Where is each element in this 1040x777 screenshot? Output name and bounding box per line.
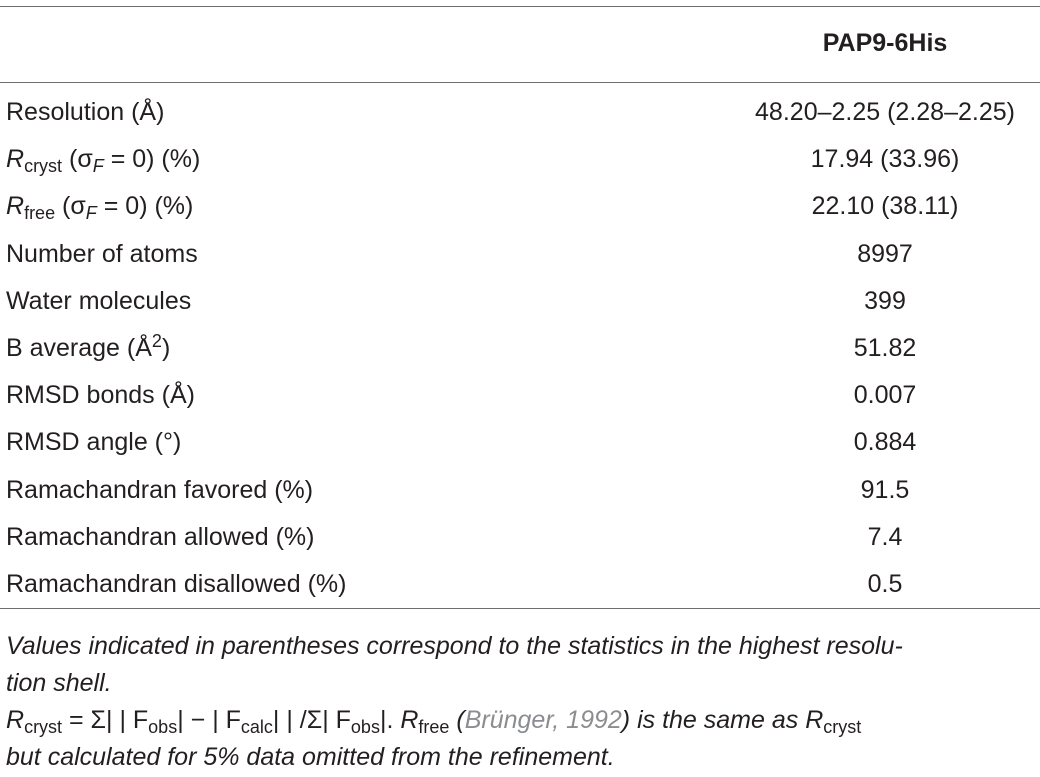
r-subscript: cryst bbox=[823, 717, 862, 738]
row-value: 17.94 (33.96) bbox=[810, 145, 960, 174]
formula-part: | | /Σ| F bbox=[272, 706, 351, 734]
row-value: 7.4 bbox=[867, 522, 903, 551]
r-subscript: cryst bbox=[24, 717, 63, 738]
formula-subscript: obs bbox=[148, 717, 178, 738]
table-row bbox=[0, 186, 1040, 233]
label-superscript: 2 bbox=[151, 330, 162, 351]
r-symbol: R bbox=[6, 145, 25, 174]
row-value: 8997 bbox=[857, 239, 913, 268]
row-label: Water molecules bbox=[6, 286, 192, 315]
table-row bbox=[0, 139, 1040, 186]
sigma-subscript: F bbox=[92, 156, 104, 177]
label-mid: (σ bbox=[62, 145, 93, 174]
table-row bbox=[0, 564, 1040, 611]
row-label bbox=[6, 186, 193, 226]
row-label bbox=[6, 139, 200, 179]
row-value: 91.5 bbox=[860, 475, 910, 504]
table-row bbox=[0, 281, 1040, 328]
label-post: ) bbox=[161, 333, 171, 362]
label-pre: B average (Å bbox=[6, 333, 152, 362]
table-row bbox=[0, 375, 1040, 422]
row-label: Resolution (Å) bbox=[6, 98, 165, 126]
citation-link[interactable]: Brünger, 1992 bbox=[464, 706, 622, 734]
table-body bbox=[0, 92, 1040, 611]
row-label: RMSD bonds (Å) bbox=[6, 381, 195, 410]
row-value: 22.10 (38.11) bbox=[811, 192, 959, 221]
row-label: Ramachandran disallowed (%) bbox=[6, 569, 347, 598]
row-label: Ramachandran allowed (%) bbox=[6, 522, 315, 551]
formula-subscript: calc bbox=[240, 717, 273, 738]
row-value: 0.007 bbox=[853, 381, 917, 410]
table-row bbox=[0, 422, 1040, 469]
footnote-line: tion shell. bbox=[6, 669, 112, 697]
column-header: PAP9-6His bbox=[822, 29, 948, 57]
table-row bbox=[0, 517, 1040, 564]
row-label: RMSD angle (°) bbox=[6, 428, 182, 457]
formula-part: ( bbox=[449, 706, 465, 734]
label-tail: = 0) (%) bbox=[103, 145, 201, 174]
table-row bbox=[0, 470, 1040, 517]
r-symbol: R bbox=[6, 192, 25, 221]
row-value: 51.82 bbox=[853, 333, 917, 362]
top-rule bbox=[0, 6, 1040, 7]
formula-part: |. bbox=[379, 706, 401, 734]
r-symbol: R bbox=[6, 706, 25, 734]
row-value: 0.5 bbox=[867, 569, 903, 598]
r-symbol: R bbox=[805, 706, 824, 734]
label-mid: (σ bbox=[55, 192, 86, 221]
header-rule bbox=[0, 82, 1040, 83]
table-row bbox=[0, 234, 1040, 281]
r-symbol: R bbox=[400, 706, 419, 734]
row-label bbox=[6, 328, 170, 368]
row-label: Number of atoms bbox=[6, 239, 198, 268]
table-row bbox=[0, 92, 1040, 139]
table-row bbox=[0, 328, 1040, 375]
table-footnotes bbox=[6, 628, 1034, 776]
row-label: Ramachandran favored (%) bbox=[6, 475, 314, 504]
row-value: 48.20–2.25 (2.28–2.25) bbox=[755, 98, 1015, 126]
row-value: 399 bbox=[864, 286, 906, 315]
label-tail: = 0) (%) bbox=[96, 192, 194, 221]
r-subscript: free bbox=[418, 717, 450, 738]
r-subscript: cryst bbox=[24, 156, 63, 177]
bottom-rule bbox=[0, 608, 1040, 609]
footnote-line: but calculated for 5% data omitted from the refinement. bbox=[6, 743, 615, 771]
formula-part: | − | F bbox=[177, 706, 241, 734]
formula-subscript: obs bbox=[350, 717, 380, 738]
footnote-line: Values indicated in parentheses correspond to the statistics in the highest resolu- bbox=[6, 632, 903, 660]
r-subscript: free bbox=[24, 203, 56, 224]
footnote-formula bbox=[6, 702, 1034, 739]
formula-part: = Σ| | F bbox=[62, 706, 149, 734]
formula-part: ) is the same as bbox=[621, 706, 806, 734]
sigma-subscript: F bbox=[85, 203, 97, 224]
row-value: 0.884 bbox=[853, 428, 917, 457]
